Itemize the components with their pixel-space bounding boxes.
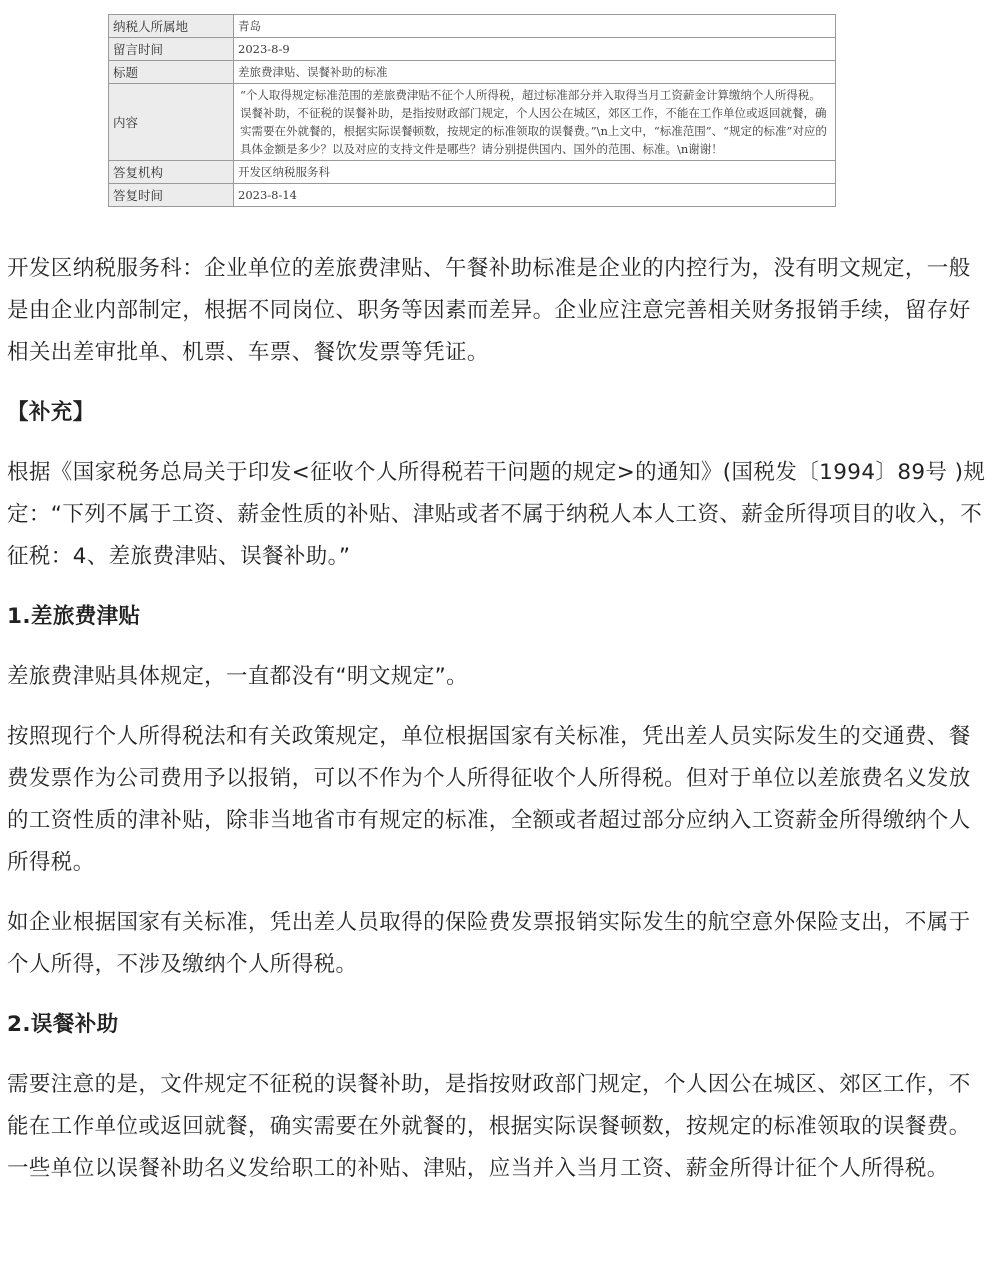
travel-allowance-paragraph: 按照现行个人所得税法和有关政策规定，单位根据国家有关标准，凭出差人员实际发生的交通费、餐费发票作为公司费用予以报销，可以不作为个人所得征收个人所得税。但对于单位以差旅费名义发放的工资性质的津补贴，除非当地省市有规定的标准，全额或者超过部分应纳入工资薪金所得缴纳个人所得税。 (7, 724, 971, 875)
regulation-paragraph: 根据《国家税务总局关于印发<征收个人所得税若干问题的规定>的通知》(国税发〔1994〕89号 )规定：“下列不属于工资、薪金性质的补贴、津贴或者不属于纳税人本人工资、薪金所得项目的收入，不征税：4、差旅费津贴、误餐补助。” (7, 460, 986, 569)
article-body (7, 248, 989, 1208)
table-row (109, 184, 836, 207)
table-key-reply-time: 答复时间 (109, 184, 234, 207)
table-value-location: 青岛 (234, 15, 836, 38)
table-row (109, 61, 836, 84)
embedded-table-screenshot (108, 14, 836, 222)
insurance-paragraph: 如企业根据国家有关标准，凭出差人员取得的保险费发票报销实际发生的航空意外保险支出，不属于个人所得，不涉及缴纳个人所得税。 (7, 910, 971, 977)
table-value-title: 差旅费津贴、误餐补助的标准 (234, 61, 836, 84)
table-key-location: 纳税人所属地 (109, 15, 234, 38)
section-heading-travel-allowance: 1.差旅费津贴 (7, 604, 141, 629)
table-key-title: 标题 (109, 61, 234, 84)
reply-paragraph: 开发区纳税服务科：企业单位的差旅费津贴、午餐补助标准是企业的内控行为，没有明文规定，一般是由企业内部制定，根据不同岗位、职务等因素而差异。企业应注意完善相关财务报销手续，留存好相关出差审批单、机票、车票、餐饮发票等凭证。 (7, 256, 971, 365)
table-row (109, 38, 836, 61)
table-value-content: “个人取得规定标准范围的差旅费津贴不征个人所得税，超过标准部分并入取得当月工资薪金计算缴纳个人所得税。误餐补助，不征税的误餐补助，是指按财政部门规定，个人因公在城区，郊区工作，不能在工作单位或返回就餐，确实需要在外就餐的，根据实际误餐顿数，按规定的标准领取的误餐费。”\n上文中，“标准范围”、“规定的标准”对应的具体金额是多少？以及对应的支持文件是哪些？请分别提供国内、国外的范围、标准。\n谢谢！ (234, 84, 836, 161)
table-value-reply-org: 开发区纳税服务科 (234, 161, 836, 184)
table-key-reply-org: 答复机构 (109, 161, 234, 184)
table-value-message-time: 2023-8-9 (234, 38, 836, 61)
supplement-heading: 【补充】 (7, 400, 95, 425)
travel-allowance-intro: 差旅费津贴具体规定，一直都没有“明文规定”。 (7, 664, 469, 689)
section-heading-meal-subsidy: 2.误餐补助 (7, 1012, 119, 1037)
table-key-content: 内容 (109, 84, 234, 161)
table-value-reply-time: 2023-8-14 (234, 184, 836, 207)
table-row (109, 161, 836, 184)
table-row (109, 15, 836, 38)
table-key-message-time: 留言时间 (109, 38, 234, 61)
meal-subsidy-paragraph: 需要注意的是，文件规定不征税的误餐补助，是指按财政部门规定，个人因公在城区、郊区工作，不能在工作单位或返回就餐，确实需要在外就餐的，根据实际误餐顿数，按规定的标准领取的误餐费。一些单位以误餐补助名义发给职工的补贴、津贴，应当并入当月工资、薪金所得计征个人所得税。 (7, 1072, 971, 1181)
table-row (109, 84, 836, 161)
qa-info-table (108, 14, 836, 207)
